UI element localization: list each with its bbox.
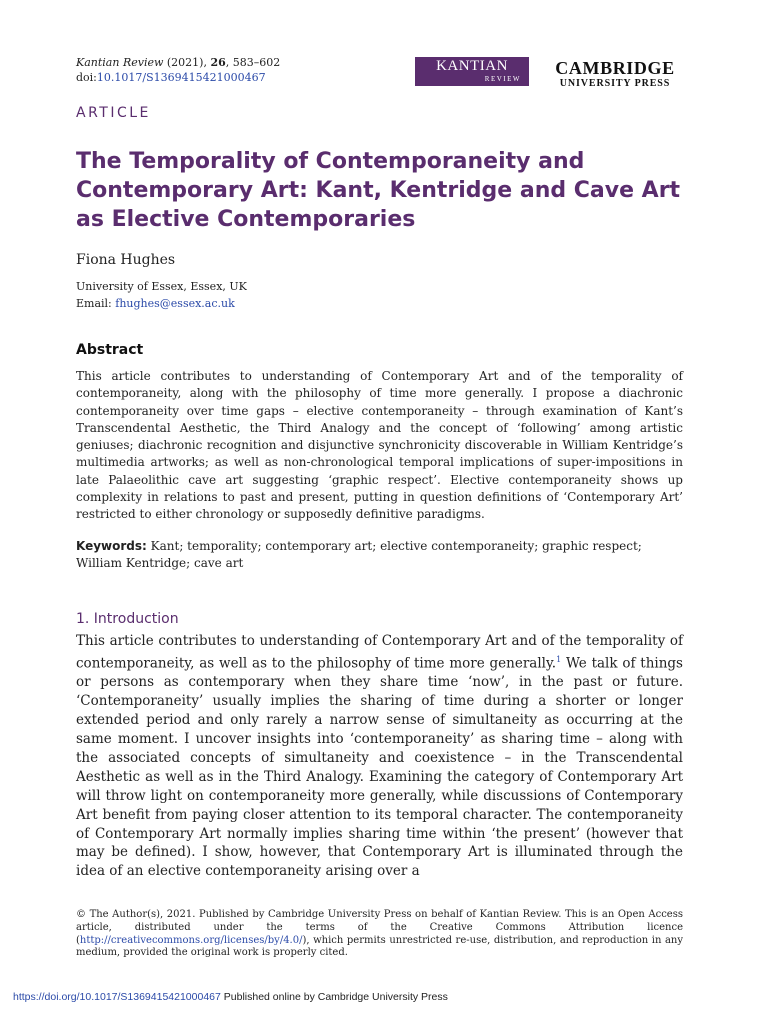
section-heading-introduction: 1. Introduction bbox=[76, 611, 179, 627]
abstract-heading: Abstract bbox=[76, 342, 144, 358]
keywords-list: Kant; temporality; contemporary art; elective contemporaneity; graphic respect; William Kentridge; cave art bbox=[76, 539, 642, 570]
journal-volume: 26 bbox=[210, 56, 226, 69]
keywords-label: Keywords: bbox=[76, 539, 147, 553]
doi-line bbox=[76, 71, 266, 85]
intro-text-part2: We talk of things or persons as contemporary when they share time ‘now’, in the past or future. ‘Contemporaneity’ usually implies the sharing of time during a shorter or longer extended period and only rarely a narrow sense of simultaneity as occurring at the same moment. I uncover insights into ‘contemporaneity’ as sharing time – along with the associated concepts of simultaneity and coexistence – in the Transcendental Aesthetic as well as in the Third Analogy. Examining the category of Contemporary Art will throw light on contemporaneity more generally, while discussions of Contemporary Art benefit from paying closer attention to its temporal character. The contemporaneity of Contemporary Art normally implies sharing time within ‘the present’ (however that may be defined). I show, however, that Contemporary Art is illuminated through the idea of an elective contemporaneity arising over a bbox=[76, 655, 683, 880]
article-type-label: ARTICLE bbox=[76, 105, 151, 121]
cup-logo-top: CAMBRIDGE bbox=[555, 58, 675, 78]
intro-text-part1: This article contributes to understanding of Contemporary Art and of the temporality of contemporaneity, as well as to the philosophy of time more generally. bbox=[76, 633, 683, 672]
journal-citation bbox=[76, 56, 280, 70]
kantian-logo-top: KANTIAN bbox=[436, 58, 508, 74]
license-notice bbox=[76, 909, 683, 960]
email-link[interactable]: fhughes@essex.ac.uk bbox=[115, 297, 235, 310]
doi-link[interactable]: 10.1017/S1369415421000467 bbox=[96, 71, 266, 84]
page-footer bbox=[13, 991, 448, 1003]
license-link[interactable]: http://creativecommons.org/licenses/by/4.0/ bbox=[79, 934, 303, 946]
license-text-part1: © The Author(s), 2021. Published by Cambridge University Press on behalf of Kantian Review. This is an Open Access article, distributed under the terms of the Creative Commons Attribution licence ( bbox=[76, 909, 683, 946]
keywords bbox=[76, 538, 683, 572]
footer-published-text: Published online by Cambridge University Press bbox=[220, 991, 448, 1003]
journal-name: Kantian Review bbox=[76, 56, 164, 69]
author-name: Fiona Hughes bbox=[76, 252, 176, 268]
journal-pages: , 583–602 bbox=[225, 56, 281, 69]
cup-logo-sub: UNIVERSITY PRESS bbox=[559, 78, 671, 89]
email-label: Email: bbox=[76, 297, 116, 310]
article-title: The Temporality of Contemporaneity and Contemporary Art: Kant, Kentridge and Cave Art as Elective Contemporaries bbox=[76, 149, 681, 232]
footer-doi-link[interactable]: https://doi.org/10.1017/S1369415421000467 bbox=[13, 991, 221, 1003]
abstract-body: This article contributes to understanding of Contemporary Art and of the temporality of contemporaneity, along with the philosophy of time more generally. I propose a diachronic contemporaneity over time gaps – elective contemporaneity – through examination of Kant’s Transcendental Aesthetic, the Third Analogy and the concept of ‘following’ among artistic geniuses; diachronic recognition and disjunctive synchronicity discoverable in William Kentridge’s multimedia artworks; as well as non-chronological temporal implications of super-impositions in late Palaeolithic cave art suggesting ‘graphic respect’. Elective contemporaneity shows up complexity in relations to past and present, putting in question definitions of ‘Contemporary Art’ restricted to either chronology or supposedly definitive paradigms. bbox=[76, 369, 683, 522]
introduction-body bbox=[76, 632, 683, 881]
kantian-review-logo bbox=[415, 57, 529, 86]
kantian-logo-sub: REVIEW bbox=[484, 75, 521, 83]
footnote-ref[interactable]: 1 bbox=[556, 654, 562, 664]
cambridge-university-press-logo bbox=[545, 58, 685, 89]
doi-prefix: doi: bbox=[76, 71, 97, 84]
journal-year: (2021), bbox=[166, 56, 207, 69]
author-affiliation: University of Essex, Essex, UK bbox=[76, 280, 247, 293]
license-text-part2: ), which permits unrestricted re-use, distribution, and reproduction in any medium, provided the original work is properly cited. bbox=[76, 934, 683, 959]
author-email-line bbox=[76, 297, 235, 311]
